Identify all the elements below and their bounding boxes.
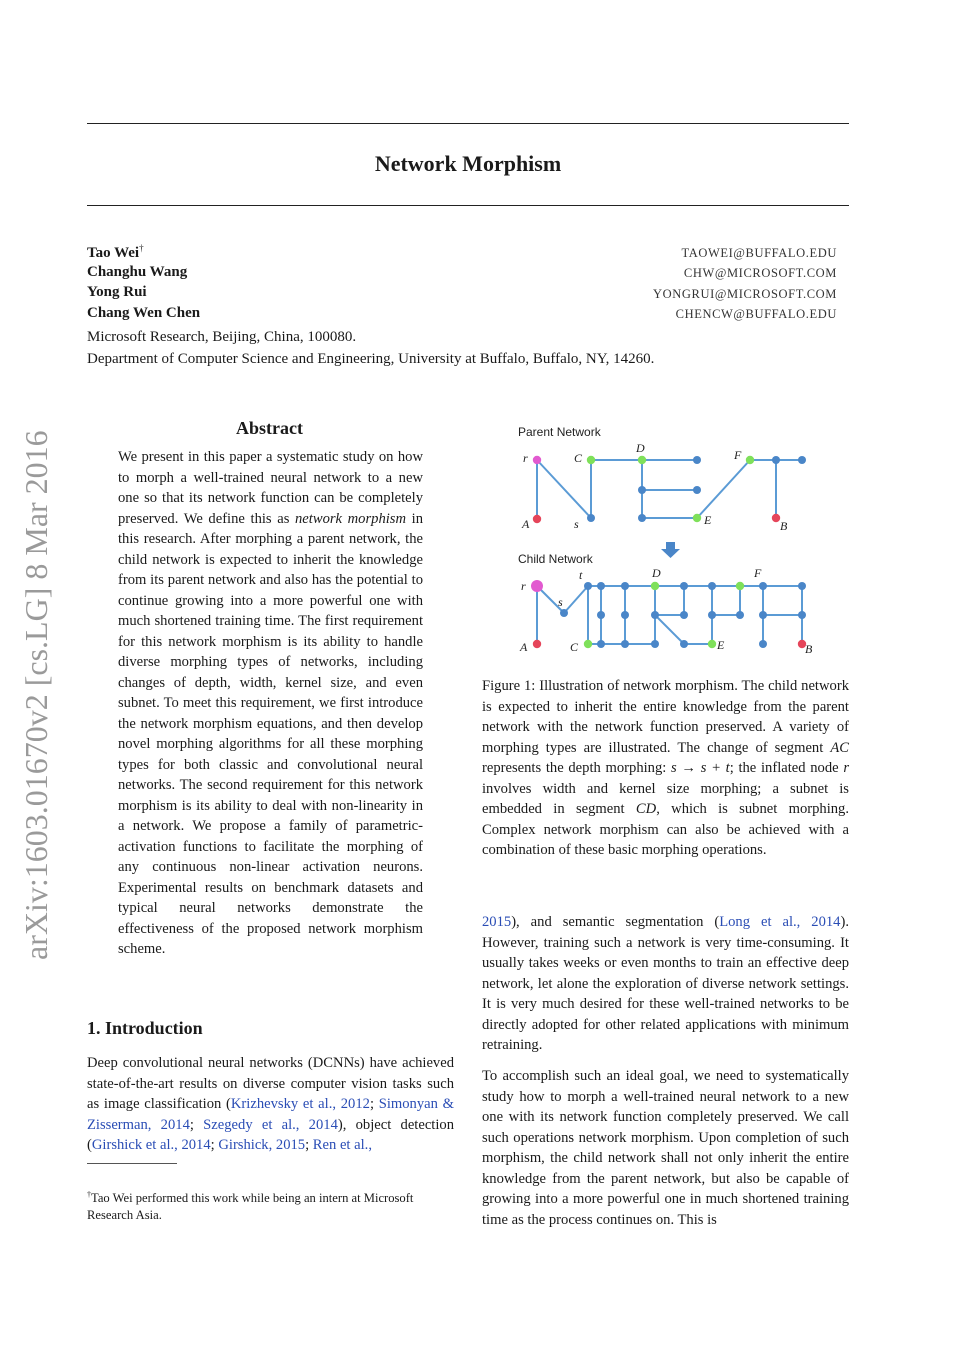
author-name-4: Chang Wen Chen xyxy=(87,305,201,321)
title-top-rule xyxy=(87,123,849,124)
svg-text:D: D xyxy=(652,566,661,580)
intro-heading: 1. Introduction xyxy=(87,1018,203,1038)
footnote-rule xyxy=(87,1163,177,1164)
svg-text:B: B xyxy=(780,519,788,533)
svg-text:s: s xyxy=(574,517,579,531)
footnote: †Tao Wei performed this work while being an intern at Microsoft Research Asia. xyxy=(87,1190,414,1223)
title-bottom-rule xyxy=(87,205,849,206)
svg-text:C: C xyxy=(570,640,579,654)
parent-network-label: Parent Network xyxy=(518,425,601,439)
citation-link[interactable]: Szegedy et al., 2014 xyxy=(203,1116,338,1133)
abstract-body: We present in this paper a systematic study on how to morph a well-trained neural network to a new one so that its network function can be completely preserved. We define this as network morphism in this research. After morphing a parent network, the child network is expected to inherit the knowledge from its parent network and also has the potential to continue growing into a more powerful one with much shortened training time. The first requirement for this network morphism is its ability to handle diverse morphing types of networks, including changes of depth, width, kernel size, and even subnet. To meet this requirement, we first introduce the network morphism equations, and then develop novel morphing algorithms for all these morphing types for both classic and convolutional neural networks. The second requirement for this network morphism is its ability to deal with non-linearity in a network. We propose a family of parametric-activation functions to facilitate the morphing of any continuous non-linear activation neurons. Experimental results on benchmark datasets and typical neural networks demonstrate the effectiveness of the proposed network morphism scheme. xyxy=(118,449,424,957)
down-arrow-icon xyxy=(661,542,680,558)
citation-link[interactable]: Girshick, 2015 xyxy=(218,1137,306,1153)
right-paragraph-1: 2015), and semantic segmentation (Long et al., 2014). However, training such a network is very time-consuming. It usually takes weeks or even months to train an effective deep network, let alone the exploration of diverse network settings. It is very much desired for these well-trained networks to be directly adopted for other related applications with minimum retraining. xyxy=(482,914,849,1053)
svg-text:A: A xyxy=(520,640,528,654)
affiliation-2: Department of Computer Science and Engineering, University at Buffalo, Buffalo, NY, 14260. xyxy=(87,351,655,367)
svg-text:r: r xyxy=(523,451,528,465)
svg-text:F: F xyxy=(754,566,762,580)
svg-text:B: B xyxy=(805,642,813,656)
citation-link[interactable]: Long et al., 2014 xyxy=(719,914,841,930)
right-paragraph-2: To accomplish such an ideal goal, we need to systematically study how to morph a well-trained neural network to a new one with its network function completely preserved. We call such operations network morphism. Upon completion of such morphism, the child network shall not only inherit the entire knowledge from the parent network, but also be capable of growing into a more powerful one in much shortened training time as the process continues on. This is xyxy=(482,1068,849,1228)
svg-text:r: r xyxy=(521,579,526,593)
citation-link[interactable]: 2015 xyxy=(482,914,512,930)
svg-text:s: s xyxy=(558,595,563,609)
author-email-3: YONGRUI@MICROSOFT.COM xyxy=(653,287,837,301)
author-name-3: Yong Rui xyxy=(87,284,147,300)
citation-link[interactable]: Simonyan & Zisserman, 2014 xyxy=(87,1096,455,1133)
svg-text:t: t xyxy=(579,568,583,582)
svg-text:C: C xyxy=(574,451,583,465)
author-name-1: Tao Wei† xyxy=(87,243,144,261)
citation-link[interactable]: Girshick et al., 2014 xyxy=(91,1137,211,1153)
svg-text:E: E xyxy=(717,638,725,652)
intro-paragraph: Deep convolutional neural networks (DCNNs) have achieved state-of-the-art results on diverse computer vision tasks such as image classification (Krizhevsky et al., 2012; Simonyan & Zisserman, 2014; Szegedy et al., 2014), object detection (Girshick et al., 2014; Girshick, 2015; Ren et al., xyxy=(87,1055,455,1153)
author-email-2: CHW@MICROSOFT.COM xyxy=(683,266,837,280)
arxiv-identifier: arXiv:1603.01670v2 [cs.LG] 8 Mar 2016 xyxy=(18,430,54,960)
abstract-heading: Abstract xyxy=(236,418,303,438)
author-email-1: TAOWEI@BUFFALO.EDU xyxy=(681,246,837,260)
citation-link[interactable]: Krizhevsky et al., 2012 xyxy=(230,1096,370,1112)
parent-edges xyxy=(537,460,802,519)
author-email-4: CHENCW@BUFFALO.EDU xyxy=(675,307,837,321)
svg-text:D: D xyxy=(636,441,645,455)
paper-title: Network Morphism xyxy=(374,151,562,176)
citation-link[interactable]: Ren et al., xyxy=(312,1137,372,1153)
affiliation-1: Microsoft Research, Beijing, China, 100080. xyxy=(87,329,357,345)
author-name-2: Changhu Wang xyxy=(87,264,188,280)
svg-text:A: A xyxy=(522,517,530,531)
figure-caption: Figure 1: Illustration of network morphism. The child network is expected to inherit the entire knowledge from the parent network with the network function preserved. A variety of morphing types are illustrated. The change of segment AC represents the depth morphing: s → s + t; the inflated node r involves width and kernel size morphing; a subnet is embedded in segment CD, which is subnet morphing. Complex network morphism can also be achieved with a combination of these basic morphing operations. xyxy=(482,678,850,858)
child-network-label: Child Network xyxy=(518,552,593,566)
network-morphism-figure xyxy=(510,420,830,660)
svg-text:F: F xyxy=(734,448,742,462)
svg-text:E: E xyxy=(704,513,712,527)
